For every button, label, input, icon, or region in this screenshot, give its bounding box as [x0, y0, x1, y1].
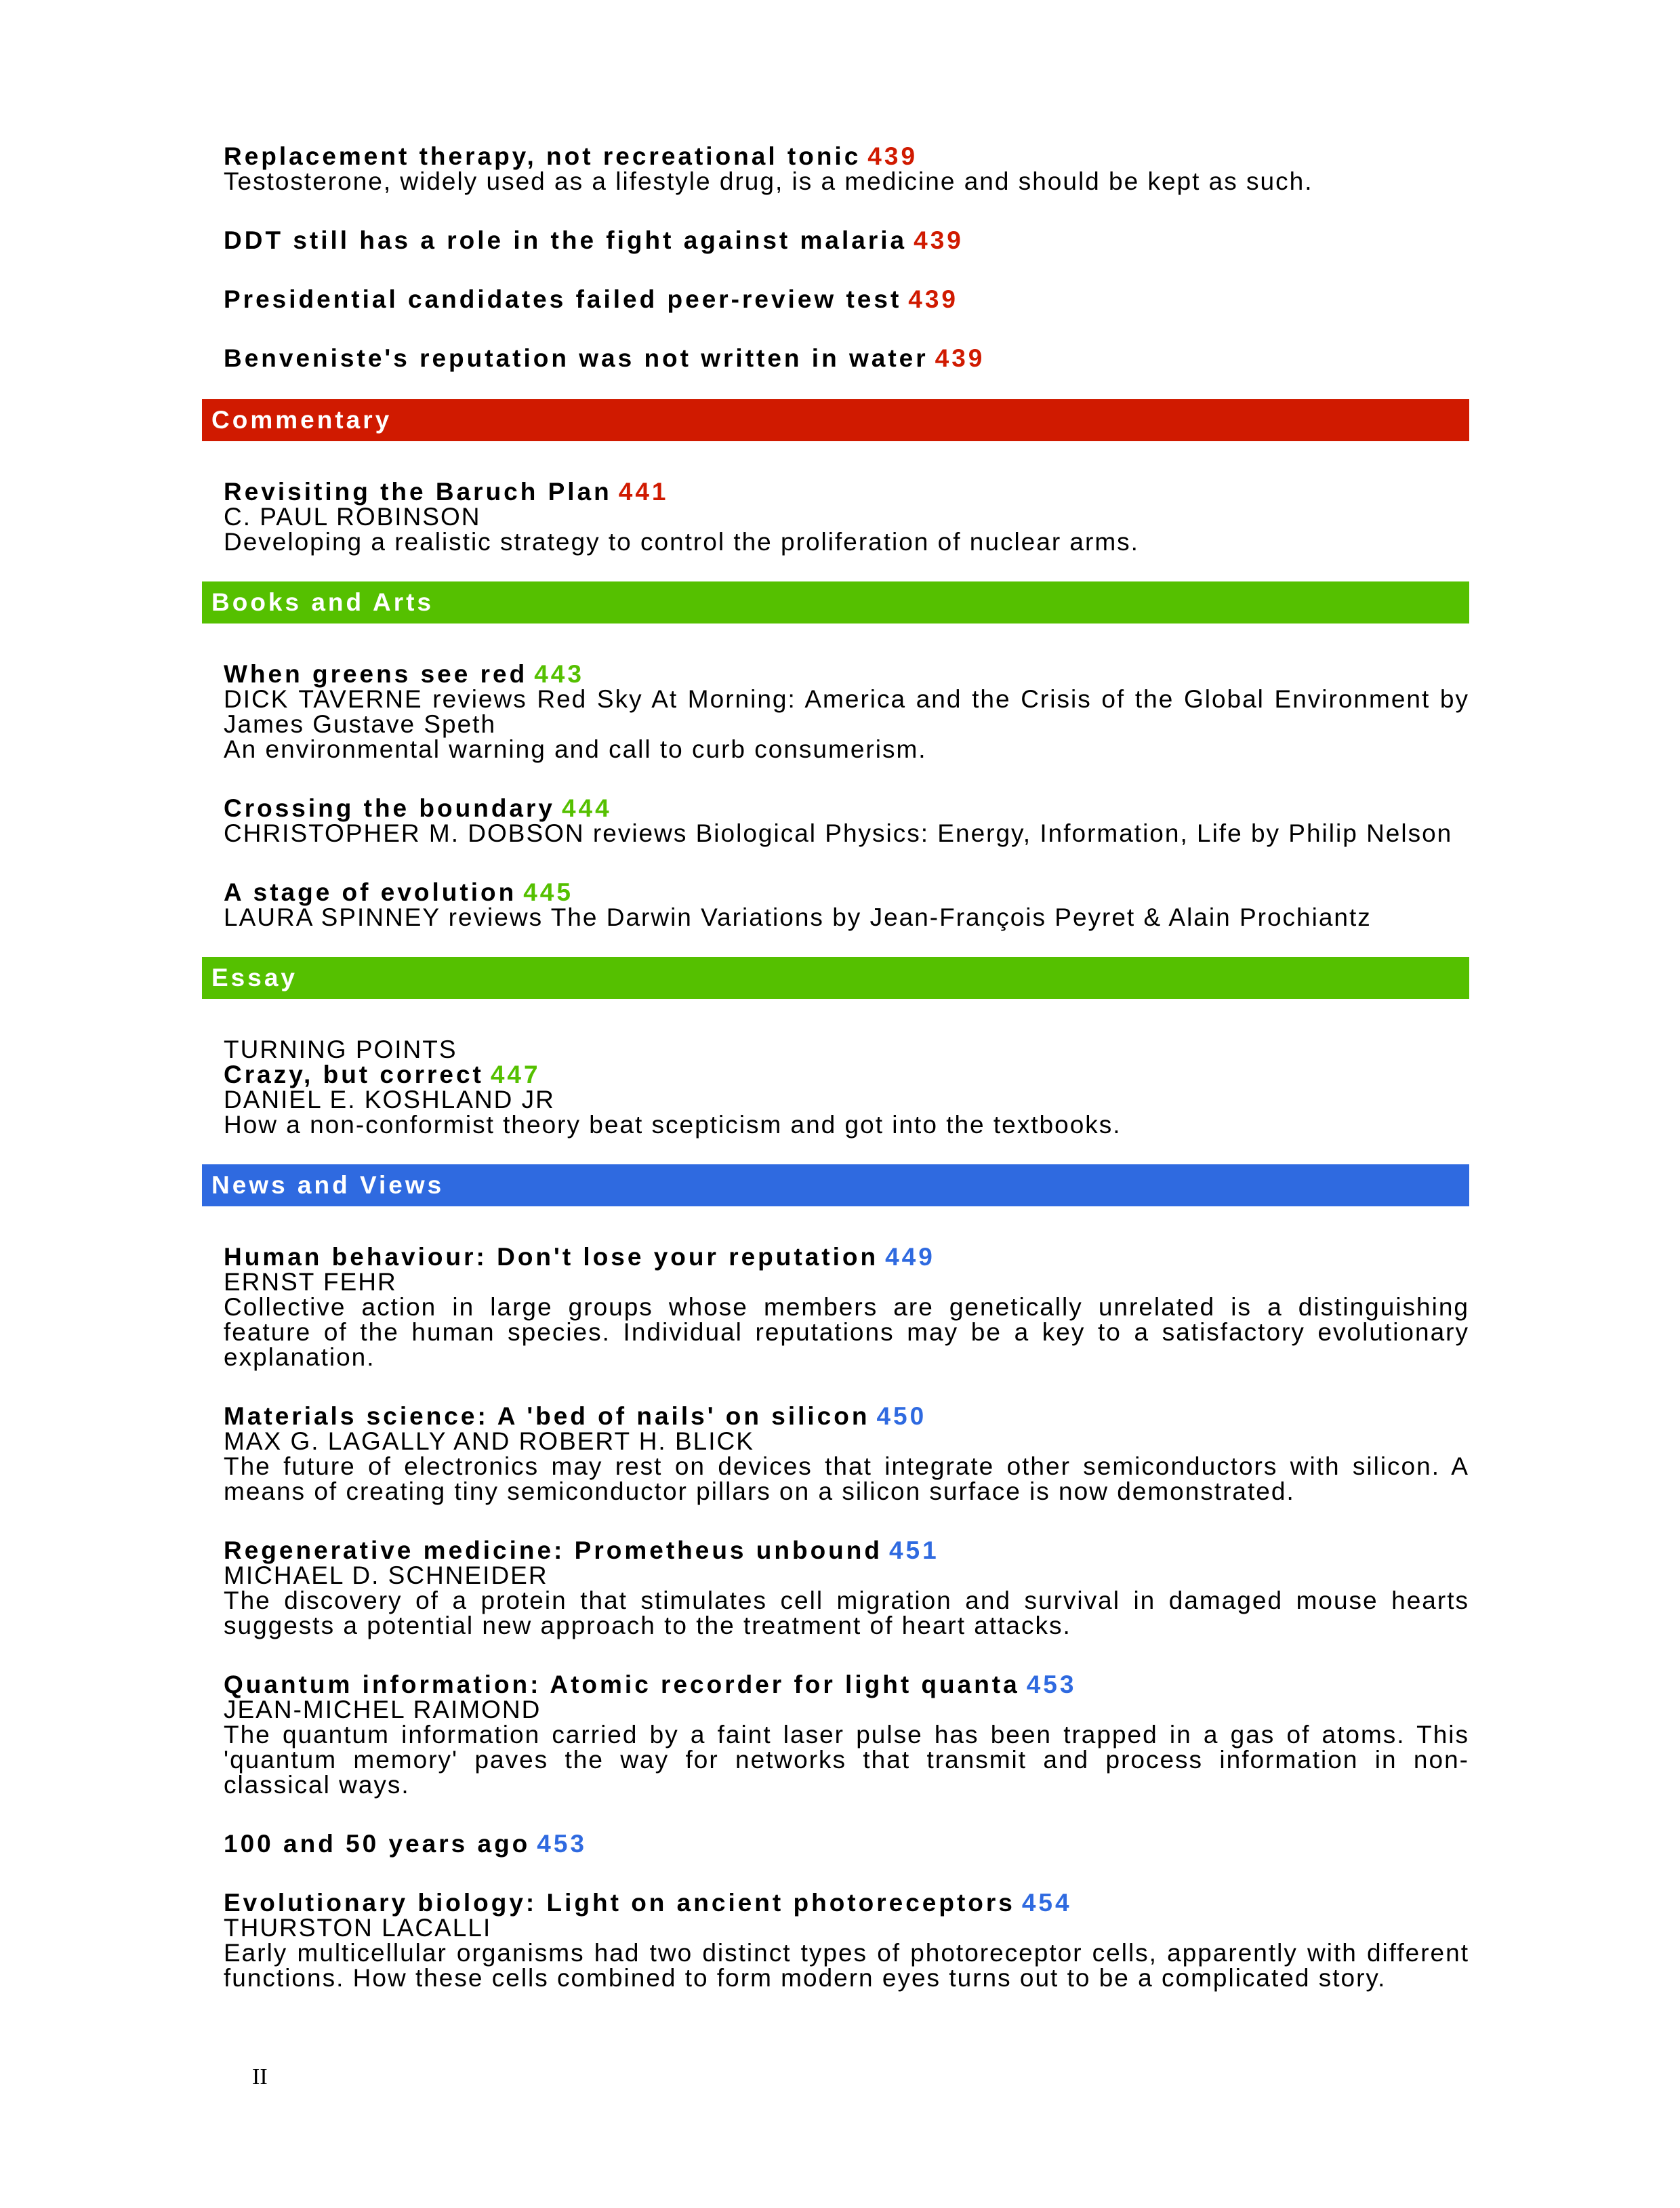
entry-description: Testosterone, widely used as a lifestyle drug, is a medicine and should be kept as such.	[224, 167, 1313, 195]
entry-kicker: TURNING POINTS	[224, 1036, 457, 1063]
entry-title[interactable]: Replacement therapy, not recreational tonic	[224, 142, 861, 170]
entry-title[interactable]: Crazy, but correct	[224, 1061, 484, 1088]
page-number[interactable]: 453	[537, 1830, 588, 1858]
toc-entry	[224, 144, 1469, 194]
entry-description: Developing a realistic strategy to control the proliferation of nuclear arms.	[224, 528, 1139, 556]
toc-entry	[224, 1538, 1469, 1638]
toc-entry	[224, 796, 1469, 846]
entry-title[interactable]: When greens see red	[224, 660, 528, 688]
toc-entry	[224, 1672, 1469, 1797]
entry-author: LAURA SPINNEY reviews The Darwin Variations by Jean-François Peyret & Alain Prochiantz	[224, 903, 1372, 931]
toc-entry	[224, 1037, 1469, 1137]
entry-title[interactable]: Benveniste's reputation was not written in water	[224, 344, 928, 372]
toc-entry	[224, 346, 1469, 371]
entry-title[interactable]: Presidential candidates failed peer-review test	[224, 285, 902, 313]
entry-title[interactable]: Quantum information: Atomic recorder for light quanta	[224, 1671, 1020, 1698]
entry-author: DICK TAVERNE reviews Red Sky At Morning: America and the Crisis of the Global Environment by James Gustave Speth	[224, 685, 1469, 738]
section-header-news-and-views: News and Views	[202, 1164, 1469, 1206]
page-number[interactable]: 447	[490, 1061, 541, 1088]
page-number[interactable]: 451	[888, 1536, 939, 1564]
entry-title[interactable]: 100 and 50 years ago	[224, 1830, 531, 1858]
section-header-commentary: Commentary	[202, 399, 1469, 441]
toc-entry	[224, 479, 1469, 554]
page-number[interactable]: 449	[885, 1243, 935, 1271]
entry-description: Collective action in large groups whose members are genetically unrelated is a distinguishing feature of the human species. Individual reputations may be a key to a satisfactory evolutionary explanation.	[224, 1293, 1469, 1371]
toc-entry	[224, 1404, 1469, 1504]
toc-entry	[224, 228, 1469, 253]
entry-author: DANIEL E. KOSHLAND JR	[224, 1086, 555, 1113]
entry-author: JEAN-MICHEL RAIMOND	[224, 1696, 541, 1723]
toc-entry	[224, 661, 1469, 762]
page-number[interactable]: 443	[534, 660, 584, 688]
toc-entry	[224, 1831, 1469, 1856]
page-number[interactable]: 439	[914, 226, 964, 254]
entry-description: Early multicellular organisms had two distinct types of photoreceptor cells, apparently with different functions. How these cells combined to form modern eyes turns out to be a complicated story.	[224, 1939, 1469, 1992]
entry-description: The future of electronics may rest on devices that integrate other semiconductors with silicon. A means of creating tiny semiconductor pillars on a silicon surface is now demonstrated.	[224, 1452, 1469, 1505]
page-number[interactable]: 441	[618, 478, 669, 506]
section-header-books-and-arts: Books and Arts	[202, 581, 1469, 623]
toc-entry	[224, 880, 1469, 930]
page-number[interactable]: 444	[561, 794, 612, 822]
entry-description: An environmental warning and call to curb consumerism.	[224, 735, 927, 763]
entry-title[interactable]: Crossing the boundary	[224, 794, 555, 822]
page-number[interactable]: 445	[523, 878, 573, 906]
entry-title[interactable]: A stage of evolution	[224, 878, 517, 906]
entry-description: The quantum information carried by a faint laser pulse has been trapped in a gas of atoms. This 'quantum memory' paves the way for networks that transmit and process information in non-classical ways.	[224, 1721, 1469, 1799]
entry-author: CHRISTOPHER M. DOBSON reviews Biological Physics: Energy, Information, Life by Philip Nelson	[224, 819, 1453, 847]
entry-title[interactable]: DDT still has a role in the fight against malaria	[224, 226, 907, 254]
toc-entry	[224, 1890, 1469, 1990]
page-number[interactable]: 439	[867, 142, 918, 170]
toc-entry	[224, 287, 1469, 312]
entry-title[interactable]: Regenerative medicine: Prometheus unbound	[224, 1536, 882, 1564]
entry-title[interactable]: Materials science: A 'bed of nails' on silicon	[224, 1402, 870, 1430]
page-number[interactable]: 453	[1026, 1671, 1077, 1698]
entry-title[interactable]: Evolutionary biology: Light on ancient photoreceptors	[224, 1889, 1015, 1917]
page-number[interactable]: 450	[876, 1402, 927, 1430]
toc-entry	[224, 1244, 1469, 1370]
table-of-contents	[202, 144, 1469, 2024]
entry-author: MICHAEL D. SCHNEIDER	[224, 1561, 548, 1589]
entry-author: C. PAUL ROBINSON	[224, 503, 481, 531]
page-number[interactable]: 439	[935, 344, 985, 372]
entry-author: ERNST FEHR	[224, 1268, 397, 1296]
entry-title[interactable]: Revisiting the Baruch Plan	[224, 478, 612, 506]
section-header-essay: Essay	[202, 957, 1469, 999]
page-number[interactable]: 439	[908, 285, 958, 313]
page-number[interactable]: 454	[1021, 1889, 1072, 1917]
entry-title[interactable]: Human behaviour: Don't lose your reputation	[224, 1243, 879, 1271]
page-footer-number: II	[252, 2064, 268, 2089]
entry-description: The discovery of a protein that stimulates cell migration and survival in damaged mouse hearts suggests a potential new approach to the treatment of heart attacks.	[224, 1587, 1469, 1639]
entry-description: How a non-conformist theory beat scepticism and got into the textbooks.	[224, 1111, 1122, 1139]
entry-author: THURSTON LACALLI	[224, 1914, 492, 1942]
entry-author: MAX G. LAGALLY AND ROBERT H. BLICK	[224, 1427, 754, 1455]
